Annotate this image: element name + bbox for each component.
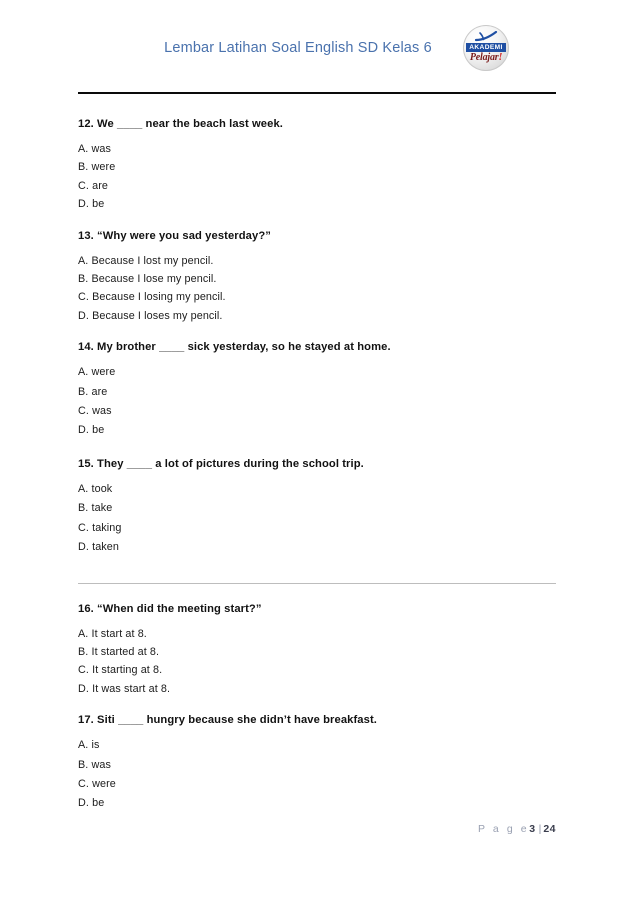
option-b[interactable]: B. were: [78, 161, 116, 174]
akademi-pelajar-logo: [463, 25, 509, 71]
option-d[interactable]: D. Because I loses my pencil.: [78, 309, 223, 322]
option-c[interactable]: C. Because I losing my pencil.: [78, 291, 226, 304]
option-c[interactable]: C. was: [78, 405, 112, 418]
question-item-13: [78, 230, 556, 326]
option-a[interactable]: A. is: [78, 739, 100, 752]
question-stem: 15. They ____ a lot of pictures during the school trip.: [78, 457, 364, 470]
option-c[interactable]: C. It starting at 8.: [78, 664, 163, 677]
logo-script-mark: !: [498, 52, 503, 63]
question-stem: 12. We ____ near the beach last week.: [78, 118, 283, 130]
spacer: [78, 584, 556, 603]
question-options: [78, 252, 556, 326]
option-b[interactable]: B. It started at 8.: [78, 645, 160, 658]
option-a[interactable]: A. It start at 8.: [78, 627, 147, 640]
logo-banner-text: AKADEMI: [466, 43, 506, 52]
question-item-12: [78, 118, 556, 214]
option-d[interactable]: D. be: [78, 424, 105, 437]
option-d[interactable]: D. taken: [78, 541, 120, 554]
question-stem: 17. Siti ____ hungry because she didn’t have breakfast.: [78, 714, 377, 727]
option-a[interactable]: A. took: [78, 482, 113, 495]
option-b[interactable]: B. was: [78, 758, 112, 771]
question-stem: 13. “Why were you sad yesterday?”: [78, 229, 271, 242]
spacer: [78, 325, 556, 341]
spacer: [78, 441, 556, 458]
question-item-17: [78, 714, 556, 814]
option-d[interactable]: D. It was start at 8.: [78, 682, 171, 695]
option-a[interactable]: A. was: [78, 143, 112, 155]
logo-script-text: [463, 52, 509, 63]
footer-page-total: 24: [543, 823, 556, 835]
spacer: [78, 698, 556, 714]
page-header: [78, 20, 556, 92]
question-item-14: [78, 341, 556, 441]
option-b[interactable]: B. take: [78, 502, 113, 515]
footer-page-number: 3: [529, 823, 536, 835]
question-options: [78, 625, 556, 699]
question-stem: 14. My brother ____ sick yesterday, so he stayed at home.: [78, 341, 391, 354]
option-c[interactable]: C. taking: [78, 521, 122, 534]
checkmark-swoosh-icon: [474, 31, 498, 43]
question-options: [78, 736, 556, 814]
page-title: Lembar Latihan Soal English SD Kelas 6: [164, 40, 432, 56]
option-a[interactable]: A. Because I lost my pencil.: [78, 254, 214, 267]
question-list: [78, 118, 556, 814]
option-d[interactable]: D. be: [78, 198, 105, 211]
option-d[interactable]: D. be: [78, 797, 105, 810]
header-divider-rule: [78, 92, 556, 94]
option-c[interactable]: C. were: [78, 777, 116, 790]
footer-separator: |: [538, 823, 542, 835]
question-options: [78, 140, 556, 214]
spacer: [78, 214, 556, 230]
option-c[interactable]: C. are: [78, 179, 109, 192]
option-b[interactable]: B. are: [78, 385, 108, 398]
option-b[interactable]: B. Because I lose my pencil.: [78, 273, 217, 286]
question-stem: 16. “When did the meeting start?”: [78, 602, 262, 615]
question-item-16: [78, 603, 556, 699]
logo-script-word: Pelajar: [469, 52, 499, 63]
page-footer: [78, 823, 556, 835]
footer-page-label: P a g e: [477, 823, 530, 835]
option-a[interactable]: A. were: [78, 366, 116, 379]
question-item-15: [78, 458, 556, 558]
question-options: [78, 363, 556, 441]
question-options: [78, 480, 556, 558]
